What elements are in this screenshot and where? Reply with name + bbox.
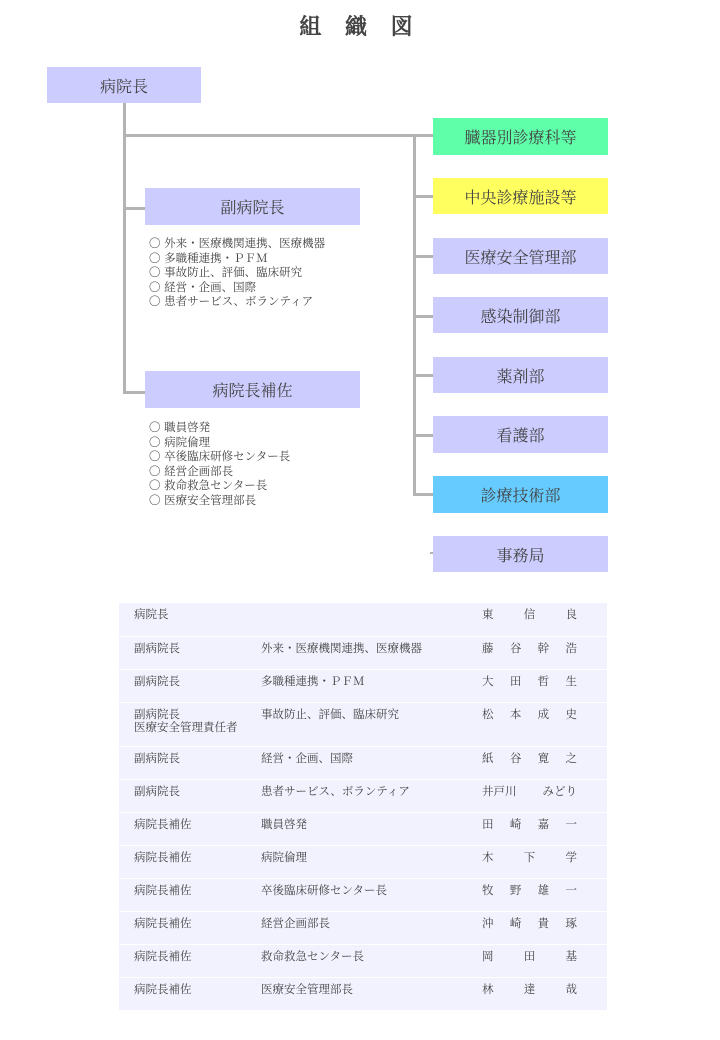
staff-row <box>119 702 607 746</box>
department-box-nursing: 看護部 <box>433 416 608 453</box>
director-box: 病院長 <box>47 67 201 103</box>
connector-line <box>123 134 433 137</box>
staff-name: 沖 崎 貴 琢 <box>482 915 577 930</box>
staff-role: 病院長補佐 <box>119 878 261 911</box>
staff-role: 副病院長 医療安全管理責任者 <box>119 702 261 746</box>
vice-director-box: 副病院長 <box>145 188 360 225</box>
staff-row <box>119 944 607 977</box>
staff-role: 病院長補佐 <box>119 845 261 878</box>
staff-row <box>119 746 607 779</box>
department-box-medical-safety: 医療安全管理部 <box>433 238 608 274</box>
connector-line <box>413 195 433 198</box>
staff-duty: 救命救急センター長 <box>261 944 482 977</box>
connector-line <box>123 207 146 210</box>
duty-item: 〇 事故防止、評価、臨床研究 <box>149 265 325 280</box>
staff-name: 牧 野 雄 一 <box>482 882 577 897</box>
department-box-central-clinical: 中央診療施設等 <box>433 178 608 214</box>
staff-duty: 外来・医療機関連携、医療機器 <box>261 636 482 669</box>
staff-duty: 卒後臨床研修センター長 <box>261 878 482 911</box>
connector-line <box>413 434 433 437</box>
staff-row <box>119 603 607 636</box>
staff-duty: 患者サービス、ボランティア <box>261 779 482 812</box>
connector-line <box>413 374 433 377</box>
department-box-organ-clinical: 臓器別診療科等 <box>433 118 608 155</box>
staff-role: 病院長補佐 <box>119 944 261 977</box>
staff-duty: 職員啓発 <box>261 812 482 845</box>
staff-name: 木 下 学 <box>482 849 577 864</box>
staff-name: 井戸川 みどり <box>482 783 577 798</box>
staff-name: 岡 田 基 <box>482 948 577 963</box>
duty-item: 〇 医療安全管理部長 <box>149 493 290 508</box>
staff-duty: 医療安全管理部長 <box>261 977 482 1010</box>
duty-item: 〇 経営企画部長 <box>149 464 290 479</box>
department-box-pharmacy: 薬剤部 <box>433 357 608 393</box>
staff-name: 藤 谷 幹 浩 <box>482 640 577 655</box>
page-title: 組 織 図 <box>299 15 421 40</box>
staff-role: 副病院長 <box>119 669 261 702</box>
staff-role: 病院長補佐 <box>119 812 261 845</box>
staff-row <box>119 845 607 878</box>
duty-item: 〇 患者サービス、ボランティア <box>149 294 325 309</box>
connector-line <box>413 493 433 496</box>
staff-row <box>119 636 607 669</box>
department-box-administration: 事務局 <box>433 536 608 572</box>
staff-name: 大 田 哲 生 <box>482 673 577 688</box>
staff-role: 副病院長 <box>119 779 261 812</box>
vice-director-duties <box>149 236 325 309</box>
connector-line <box>123 102 126 394</box>
staff-role: 病院長 <box>119 603 261 636</box>
department-box-medical-technology: 診療技術部 <box>433 476 608 513</box>
duty-item: 〇 職員啓発 <box>149 420 290 435</box>
staff-row <box>119 812 607 845</box>
staff-row <box>119 911 607 944</box>
staff-name: 林 達 哉 <box>482 981 577 996</box>
staff-name: 東 信 良 <box>482 607 577 621</box>
duty-item: 〇 卒後臨床研修センター長 <box>149 449 290 464</box>
staff-row <box>119 669 607 702</box>
staff-duty <box>261 603 482 636</box>
staff-row <box>119 878 607 911</box>
department-box-infection-control: 感染制御部 <box>433 297 608 333</box>
staff-duty: 経営・企画、国際 <box>261 746 482 779</box>
staff-role: 副病院長 <box>119 746 261 779</box>
staff-duty: 病院倫理 <box>261 845 482 878</box>
duty-item: 〇 多職種連携・ＰＦＭ <box>149 251 325 266</box>
staff-name: 松 本 成 史 <box>482 706 577 721</box>
staff-duty: 多職種連携・ＰＦＭ <box>261 669 482 702</box>
staff-row <box>119 977 607 1010</box>
staff-role: 副病院長 <box>119 636 261 669</box>
staff-role: 病院長補佐 <box>119 911 261 944</box>
duty-item: 〇 外来・医療機関連携、医療機器 <box>149 236 325 251</box>
connector-line <box>123 391 146 394</box>
staff-row <box>119 779 607 812</box>
staff-role: 病院長補佐 <box>119 977 261 1010</box>
duty-item: 〇 病院倫理 <box>149 435 290 450</box>
assistant-box: 病院長補佐 <box>145 371 360 408</box>
duty-item: 〇 救命救急センター長 <box>149 478 290 493</box>
assistant-duties <box>149 420 290 507</box>
staff-table <box>119 603 607 1011</box>
staff-name: 紙 谷 寛 之 <box>482 750 577 765</box>
staff-duty: 事故防止、評価、臨床研究 <box>261 702 482 746</box>
staff-name: 田 崎 嘉 一 <box>482 816 577 831</box>
staff-duty: 経営企画部長 <box>261 911 482 944</box>
connector-line <box>413 255 433 258</box>
connector-line <box>413 315 433 318</box>
duty-item: 〇 経営・企画、国際 <box>149 280 325 295</box>
